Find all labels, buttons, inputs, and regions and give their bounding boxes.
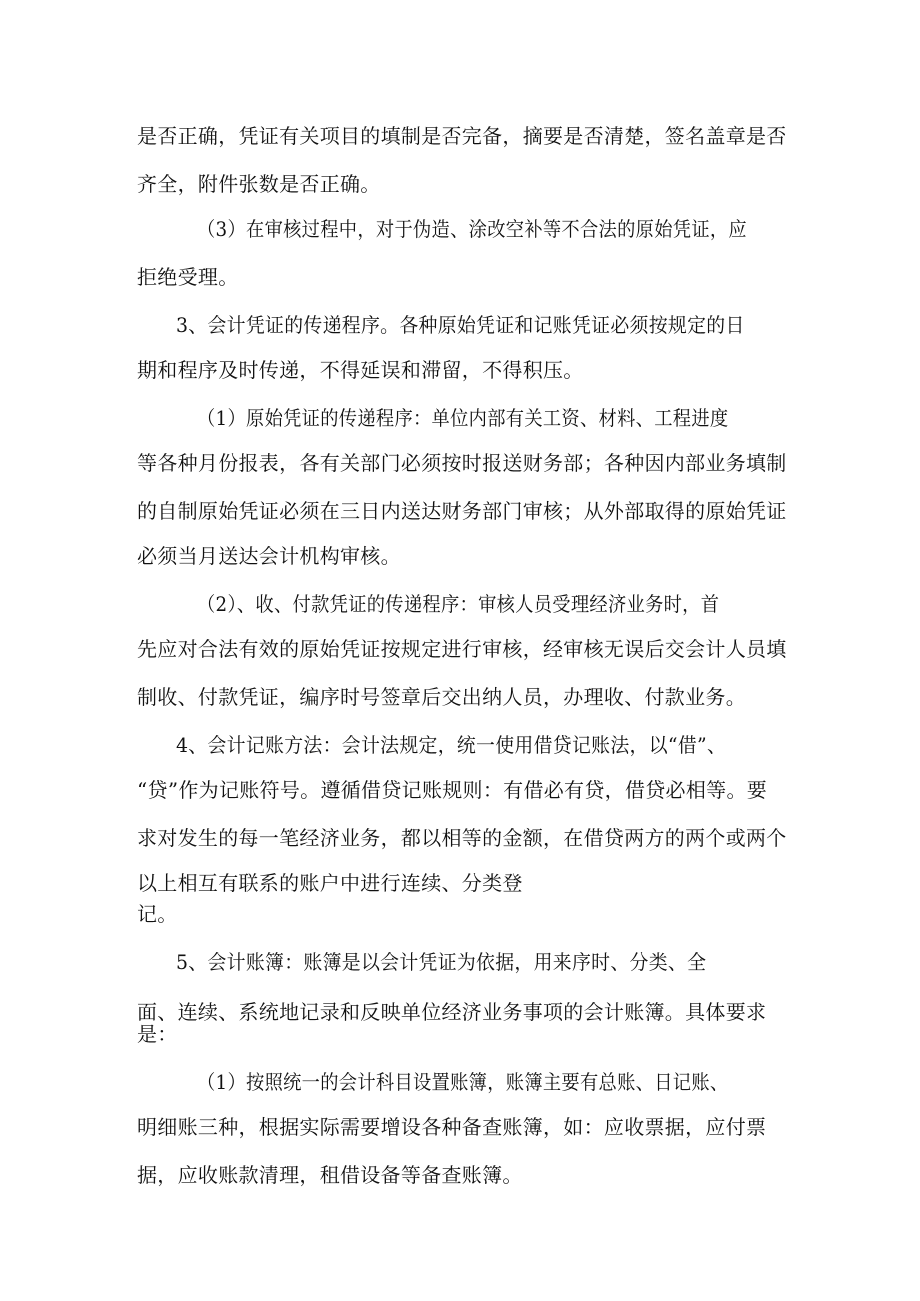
text-line: 据，应收账款清理，租借设备等备查账簿。	[137, 1163, 523, 1187]
text-line: 是：	[137, 1022, 178, 1046]
text-line: 4、会计记账方法：会计法规定，统一使用借贷记账法，以“借”、	[176, 733, 727, 757]
text-line: “贷”作为记账符号。遵循借贷记账规则：有借必有贷，借贷必相等。要	[137, 778, 768, 802]
text-line: 期和程序及时传递，不得延误和滞留，不得积压。	[137, 358, 584, 382]
text-line: 的自制原始凭证必须在三日内送达财务部门审核；从外部取得的原始凭证	[137, 499, 787, 523]
text-line: 先应对合法有效的原始凭证按规定进行审核，经审核无误后交会计人员填	[137, 637, 787, 661]
text-line: 5、会计账簿：账簿是以会计凭证为依据，用来序时、分类、全	[176, 950, 707, 974]
text-line: 等各种月份报表，各有关部门必须按时报送财务部；各种因内部业务填制	[137, 451, 787, 475]
text-line: 记。	[137, 902, 178, 926]
text-line: 以上相互有联系的账户中进行连续、分类登	[137, 871, 523, 895]
text-line: 拒绝受理。	[137, 265, 239, 289]
text-line: 必须当月送达会计机构审核。	[137, 544, 401, 568]
text-line: 3、会计凭证的传递程序。各种原始凭证和记账凭证必须按规定的日	[176, 313, 745, 337]
text-line: （1）原始凭证的传递程序：单位内部有关工资、材料、工程进度	[197, 406, 729, 430]
text-line: 是否正确，凭证有关项目的填制是否完备，摘要是否清楚，签名盖章是否	[137, 124, 787, 148]
text-line: 求对发生的每一笔经济业务，都以相等的金额，在借贷两方的两个或两个	[137, 826, 787, 850]
text-line: （2）、收、付款凭证的传递程序：审核人员受理经济业务时，首	[197, 592, 720, 616]
text-line: 齐全，附件张数是否正确。	[137, 172, 381, 196]
text-line: 明细账三种，根据实际需要增设各种备查账簿，如：应收票据，应付票	[137, 1115, 767, 1139]
text-line: 制收、付款凭证，编序时号签章后交出纳人员，办理收、付款业务。	[137, 685, 746, 709]
text-line: （1）按照统一的会计科目设置账簿，账簿主要有总账、日记账、	[197, 1070, 729, 1094]
text-line: 面、连续、系统地记录和反映单位经济业务事项的会计账簿。具体要求	[137, 1000, 767, 1024]
text-line: （3）在审核过程中，对于伪造、涂改空补等不合法的原始凭证，应	[197, 217, 747, 241]
